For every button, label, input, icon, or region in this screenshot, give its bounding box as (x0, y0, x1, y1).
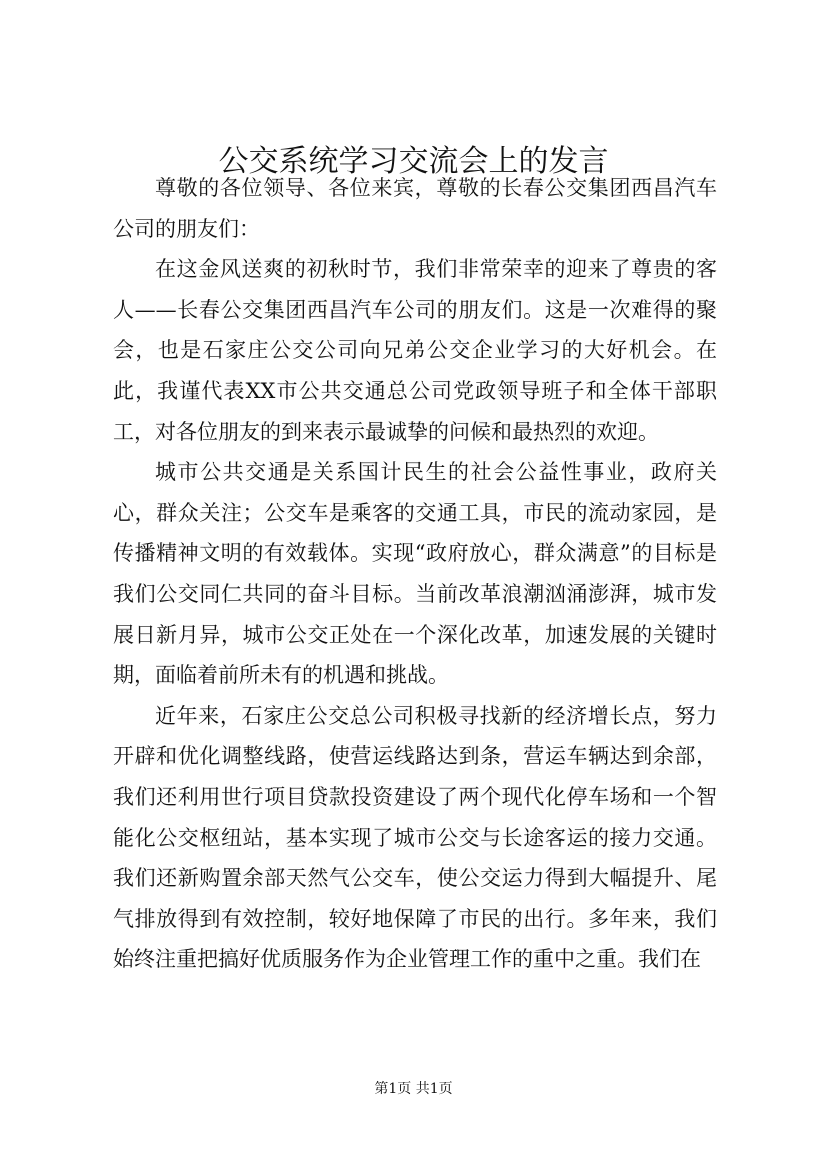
paragraph-salutation: 尊敬的各位领导、各位来宾，尊敬的长春公交集团西昌汽车公司的朋友们： (113, 176, 717, 241)
document-body (113, 168, 717, 980)
page-footer: 第1页 共1页 (374, 1081, 453, 1097)
paragraph-welcome: 在这金风送爽的初秋时节，我们非常荣幸的迎来了尊贵的客人——长春公交集团西昌汽车公司的朋友们。这是一次难得的聚会，也是石家庄公交公司向兄弟公交企业学习的大好机会。在此，我谨代表XX市公共交通总公司党政领导班子和全体干部职工，对各位朋友的到来表示最诚挚的问候和最热烈的欢迎。 (113, 257, 717, 444)
document-title: 公交系统学习交流会上的发言 (218, 144, 609, 179)
paragraph-recent-years: 近年来，石家庄公交总公司积极寻找新的经济增长点，努力开辟和优化调整线路，使营运线路达到条，营运车辆达到余部，我们还利用世行项目贷款投资建设了两个现代化停车场和一个智能化公交枢纽站，基本实现了城市公交与长途客运的接力交通。我们还新购置余部天然气公交车，使公交运力得到大幅提升、尾气排放得到有效控制，较好地保障了市民的出行。多年来，我们始终注重把搞好优质服务作为企业管理工作的重中之重。我们在 (113, 703, 717, 972)
paragraph-public-transport: 城市公共交通是关系国计民生的社会公益性事业，政府关心，群众关注；公交车是乘客的交通工具，市民的流动家园，是传播精神文明的有效载体。实现“政府放心，群众满意”的目标是我们公交同仁共同的奋斗目标。当前改革浪潮汹涌澎湃，城市发展日新月异，城市公交正处在一个深化改革，加速发展的关键时期，面临着前所未有的机遇和挑战。 (113, 460, 717, 688)
